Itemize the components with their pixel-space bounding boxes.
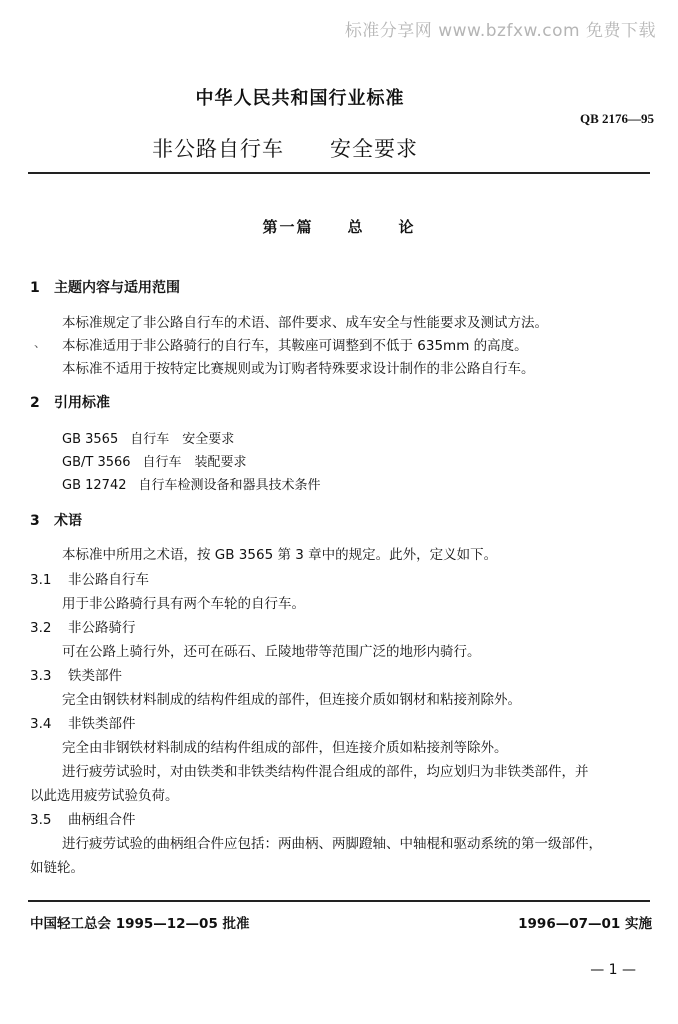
term-3-4-heading (30, 712, 136, 732)
reference-item (62, 428, 234, 447)
term-title: 铁类部件 (68, 668, 122, 684)
issuing-authority: 中华人民共和国行业标准 (195, 88, 405, 109)
section-1-paragraph-3: 本标准不适用于按特定比赛规则或为订购者特殊要求设计制作的非公路自行车。 (62, 361, 535, 377)
term-3-4-definition: 完全由非钢铁材料制成的结构件组成的部件，但连接介质如粘接剂等除外。 (62, 740, 508, 756)
part-word-2: 论 (398, 218, 416, 236)
section-3-intro: 本标准中所用之术语，按 GB 3565 第 3 章中的规定。此外，定义如下。 (62, 547, 498, 563)
section-title: 主题内容与适用范围 (54, 280, 180, 296)
term-3-5-definition: 进行疲劳试验的曲柄组合件应包括：两曲柄、两脚蹬轴、中轴棍和驱动系统的第一级部件， (62, 836, 602, 852)
section-1-paragraph-1: 本标准规定了非公路自行车的术语、部件要求、成车安全与性能要求及测试方法。 (62, 315, 548, 331)
part-label: 第一篇 (262, 218, 314, 236)
term-number: 3.2 (30, 620, 52, 636)
reference-item (62, 474, 321, 493)
watermark: 标准分享网 www.bzfxw.com 免费下载 (344, 21, 656, 41)
term-3-4-note: 进行疲劳试验时，对由铁类和非铁类结构件混合组成的部件，均应划归为非铁类部件，并 (62, 764, 589, 780)
reference-item (62, 451, 247, 470)
term-3-1-heading (30, 568, 149, 588)
term-3-5-definition-continued: 如链轮。 (30, 860, 84, 876)
reference-title: 自行车 装配要求 (142, 455, 247, 470)
section-number: 1 (30, 280, 40, 296)
term-title: 非公路自行车 (68, 572, 149, 588)
section-2-heading (30, 392, 110, 412)
section-1-paragraph-2: 本标准适用于非公路骑行的自行车，其鞍座可调整到不低于 635mm 的高度。 (62, 338, 528, 354)
reference-code: GB/T 3566 (62, 455, 131, 470)
term-3-3-heading (30, 664, 122, 684)
part-heading (0, 216, 678, 237)
margin-mark: 、 (34, 336, 47, 350)
document-title (152, 133, 418, 163)
header-divider (28, 172, 650, 174)
reference-title: 自行车检测设备和器具技术条件 (138, 478, 321, 493)
term-3-5-heading (30, 808, 136, 828)
term-title: 非公路骑行 (68, 620, 136, 636)
term-3-2-heading (30, 616, 136, 636)
section-number: 3 (30, 513, 40, 529)
term-title: 非铁类部件 (68, 716, 136, 732)
reference-code: GB 3565 (62, 432, 119, 447)
term-3-3-definition: 完全由钢铁材料制成的结构件组成的部件，但连接介质如钢材和粘接剂除外。 (62, 692, 521, 708)
section-number: 2 (30, 395, 40, 411)
page-number: — 1 — (590, 962, 636, 978)
title-part-1: 非公路自行车 (152, 137, 284, 161)
term-3-2-definition: 可在公路上骑行外，还可在砾石、丘陵地带等范围广泛的地形内骑行。 (62, 644, 481, 660)
implementation-date: 1996—07—01 实施 (518, 916, 652, 932)
section-title: 术语 (54, 513, 82, 529)
term-number: 3.4 (30, 716, 52, 732)
term-number: 3.3 (30, 668, 52, 684)
term-3-4-note-continued: 以此选用疲劳试验负荷。 (30, 788, 179, 804)
standard-code: QB 2176—95 (579, 111, 654, 126)
reference-code: GB 12742 (62, 478, 127, 493)
reference-title: 自行车 安全要求 (130, 432, 235, 447)
approval-date: 中国轻工总会 1995—12—05 批准 (30, 916, 250, 932)
title-part-2: 安全要求 (330, 137, 418, 161)
section-1-heading (30, 277, 180, 297)
term-number: 3.1 (30, 572, 52, 588)
section-title: 引用标准 (54, 395, 110, 411)
part-word-1: 总 (347, 218, 365, 236)
footer-divider (28, 900, 650, 902)
term-title: 曲柄组合件 (68, 812, 136, 828)
section-3-heading (30, 510, 82, 530)
term-3-1-definition: 用于非公路骑行具有两个车轮的自行车。 (62, 596, 305, 612)
term-number: 3.5 (30, 812, 52, 828)
